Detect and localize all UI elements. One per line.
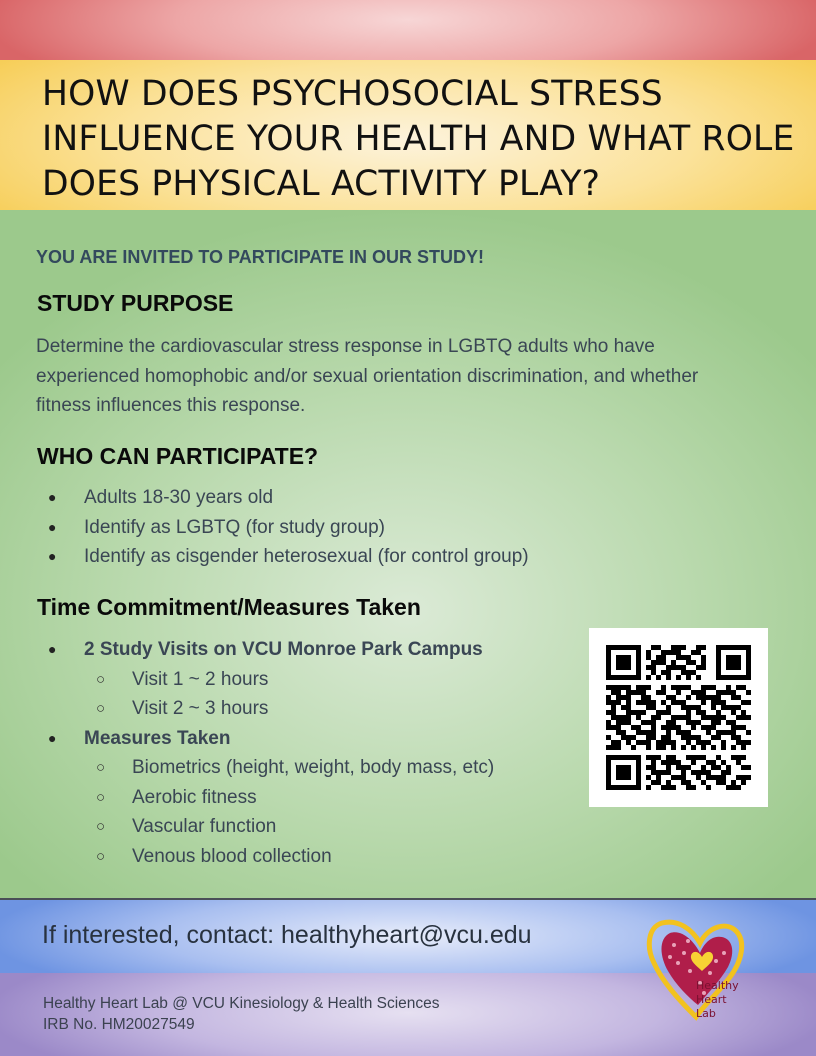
list-item: ○ Aerobic fitness [84,783,494,813]
list-item-visits: ● 2 Study Visits on VCU Monroe Park Campus [84,635,494,665]
invitation-text: YOU ARE INVITED TO PARTICIPATE IN OUR STUDY! [36,247,485,267]
bullet-icon: ● [48,641,57,657]
study-purpose-heading: STUDY PURPOSE [37,290,234,316]
bullet-icon: ● [48,518,57,535]
circle-bullet-icon: ○ [96,670,106,688]
circle-bullet-icon: ○ [96,847,106,865]
heart-logo-icon [644,913,750,1028]
list-item: ○ Venous blood collection [84,842,494,872]
circle-bullet-icon: ○ [96,788,106,806]
logo-text-healthy: Healthy [696,979,739,992]
commitment-list [48,635,495,871]
logo-text-lab: Lab [696,1007,716,1020]
healthy-heart-lab-logo [644,913,750,1028]
bullet-icon: ● [48,729,57,746]
list-item: ● Adults 18-30 years old [84,483,529,513]
title-band [0,60,816,210]
lab-name: Healthy Heart Lab @ VCU Kinesiology & Health Sciences [43,995,440,1012]
list-item: ● Identify as LGBTQ (for study group) [84,513,529,543]
bullet-icon: ● [48,548,57,564]
list-item: ○ Biometrics (height, weight, body mass, etc) [84,753,494,783]
irb-number: IRB No. HM20027549 [43,1016,195,1033]
list-item: ● Identify as cisgender heterosexual (for control group) [84,542,529,572]
contact-line[interactable]: If interested, contact: healthyheart@vcu.edu [42,921,532,949]
top-color-band [0,0,816,60]
who-can-participate-heading: WHO CAN PARTICIPATE? [37,443,319,469]
list-item: ○ Visit 1 ~ 2 hours [84,665,494,695]
eligibility-list [48,483,529,572]
list-item: ○ Vascular function [84,812,494,842]
circle-bullet-icon: ○ [96,818,106,835]
qr-code-icon [606,645,751,790]
study-purpose-text: Determine the cardiovascular stress response in LGBTQ adults who have experienced homophobic and/or sexual orientation discrimination, and whether fitness influences this response. [36,336,699,416]
bullet-icon: ● [48,489,57,505]
logo-text-heart: Heart [696,993,727,1006]
time-commitment-heading: Time Commitment/Measures Taken [37,594,421,620]
qr-code[interactable] [589,628,768,807]
list-item: ○ Visit 2 ~ 3 hours [84,694,494,724]
circle-bullet-icon: ○ [96,759,106,776]
circle-bullet-icon: ○ [96,700,106,717]
list-item-measures: ● Measures Taken [84,724,494,754]
page-title: HOW DOES PSYCHOSOCIAL STRESS INFLUENCE YOUR HEALTH AND WHAT ROLE DOES PHYSICAL ACTIVITY PLAY? [42,74,795,204]
